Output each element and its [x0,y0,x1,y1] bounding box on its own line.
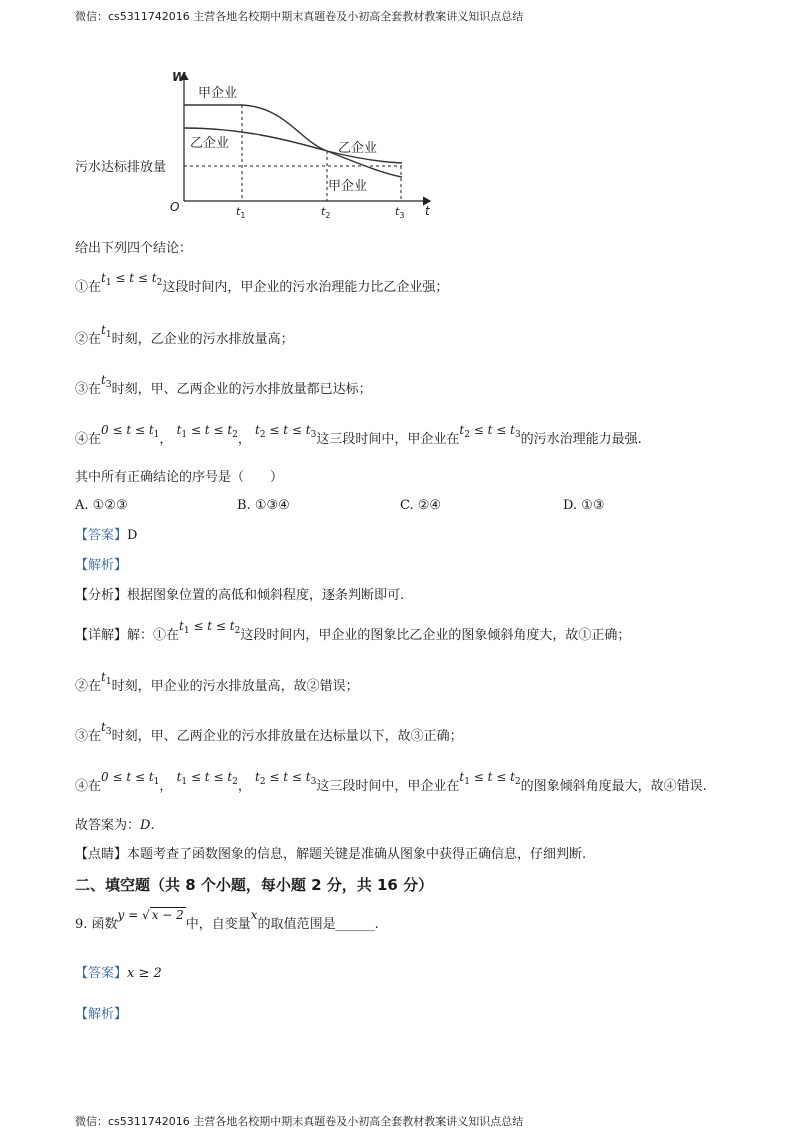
detail-2: ②在$t_1$时刻，甲企业的污水排放量高，故②错误； [75,670,359,694]
dianjing: 【点睛】本题考查了函数图象的信息，解题关键是准确从图象中获得正确信息，仔细判断. [75,847,587,862]
axis-y-label: W [172,70,186,84]
conclusion-1: ①在$t_1 \le t \le t_2$这段时间内，甲企业的污水治理能力比乙企业强； [75,271,449,295]
label-yi-right: 乙企业 [338,141,378,156]
conclusion-4: ④在$0 \le t \le t_1$， $t_1 \le t \le t_2$， $t_2 \le t \le t_3$这三段时间中，甲企业在$t_2 \le t \le t_3$的污水治理能力最强. [75,423,642,447]
label-yi-left: 乙企业 [190,136,230,151]
detail-4: ④在$0 \le t \le t_1$， $t_1 \le t \le t_2$， $t_2 \le t \le t_3$这三段时间中，甲企业在$t_1 \le t \le t_2$的图象倾斜角度最大，故④错误. [75,770,707,794]
final-answer-line: 故答案为：D. [75,818,155,833]
q9-analysis-tag: 【解析】 [75,1007,128,1022]
option-c: C. ②④ [400,498,442,513]
option-d: D. ①③ [563,498,605,513]
conclusion-3: ③在$t_3$时刻，甲、乙两企业的污水排放量都已达标； [75,373,372,397]
q8-answer: 【答案】D [75,528,138,543]
q9-stem: 9. 函数y = √ x − 2中，自变量x的取值范围是______. [75,908,379,932]
tick-t3: $t_3$ [395,205,405,220]
label-jia-top: 甲企业 [198,86,238,101]
origin-label: O [170,200,180,214]
q8-fenxi: 【分析】根据图象位置的高低和倾斜程度，逐条判断即可. [75,588,405,603]
detail-1: 【详解】解：①在$t_1 \le t \le t_2$这段时间内，甲企业的图象比乙企业的图象倾斜角度大，故①正确； [75,619,631,643]
emission-graph [70,65,450,220]
q8-analysis-tag: 【解析】 [75,558,128,573]
tick-t1: $t_1$ [236,205,246,220]
axis-x-label: t [425,204,430,218]
tick-t2: $t_2$ [321,205,331,220]
q8-intro: 给出下列四个结论： [75,241,193,256]
detail-3: ③在$t_3$时刻，甲、乙两企业的污水排放量在达标量以下，故③正确； [75,720,463,744]
section-heading: 二、填空题（共 8 个小题，每小题 2 分，共 16 分） [75,876,434,894]
page-footer: 微信：cs5311742016 主营各地名校期中期末真题卷及小初高全套教材教案讲义知识点总结 [75,1115,524,1128]
option-a: A. ①②③ [75,498,128,513]
standard-label: 污水达标排放量 [75,160,167,175]
page-header: 微信：cs5311742016 主营各地名校期中期末真题卷及小初高全套教材教案讲义知识点总结 [75,10,524,23]
q9-answer: 【答案】x ≥ 2 [75,966,162,981]
label-jia-bottom: 甲企业 [328,179,368,194]
conclusion-2: ②在$t_1$时刻，乙企业的污水排放量高； [75,323,294,347]
option-b: B. ①③④ [237,498,290,513]
q8-ask: 其中所有正确结论的序号是（ ） [75,470,284,485]
